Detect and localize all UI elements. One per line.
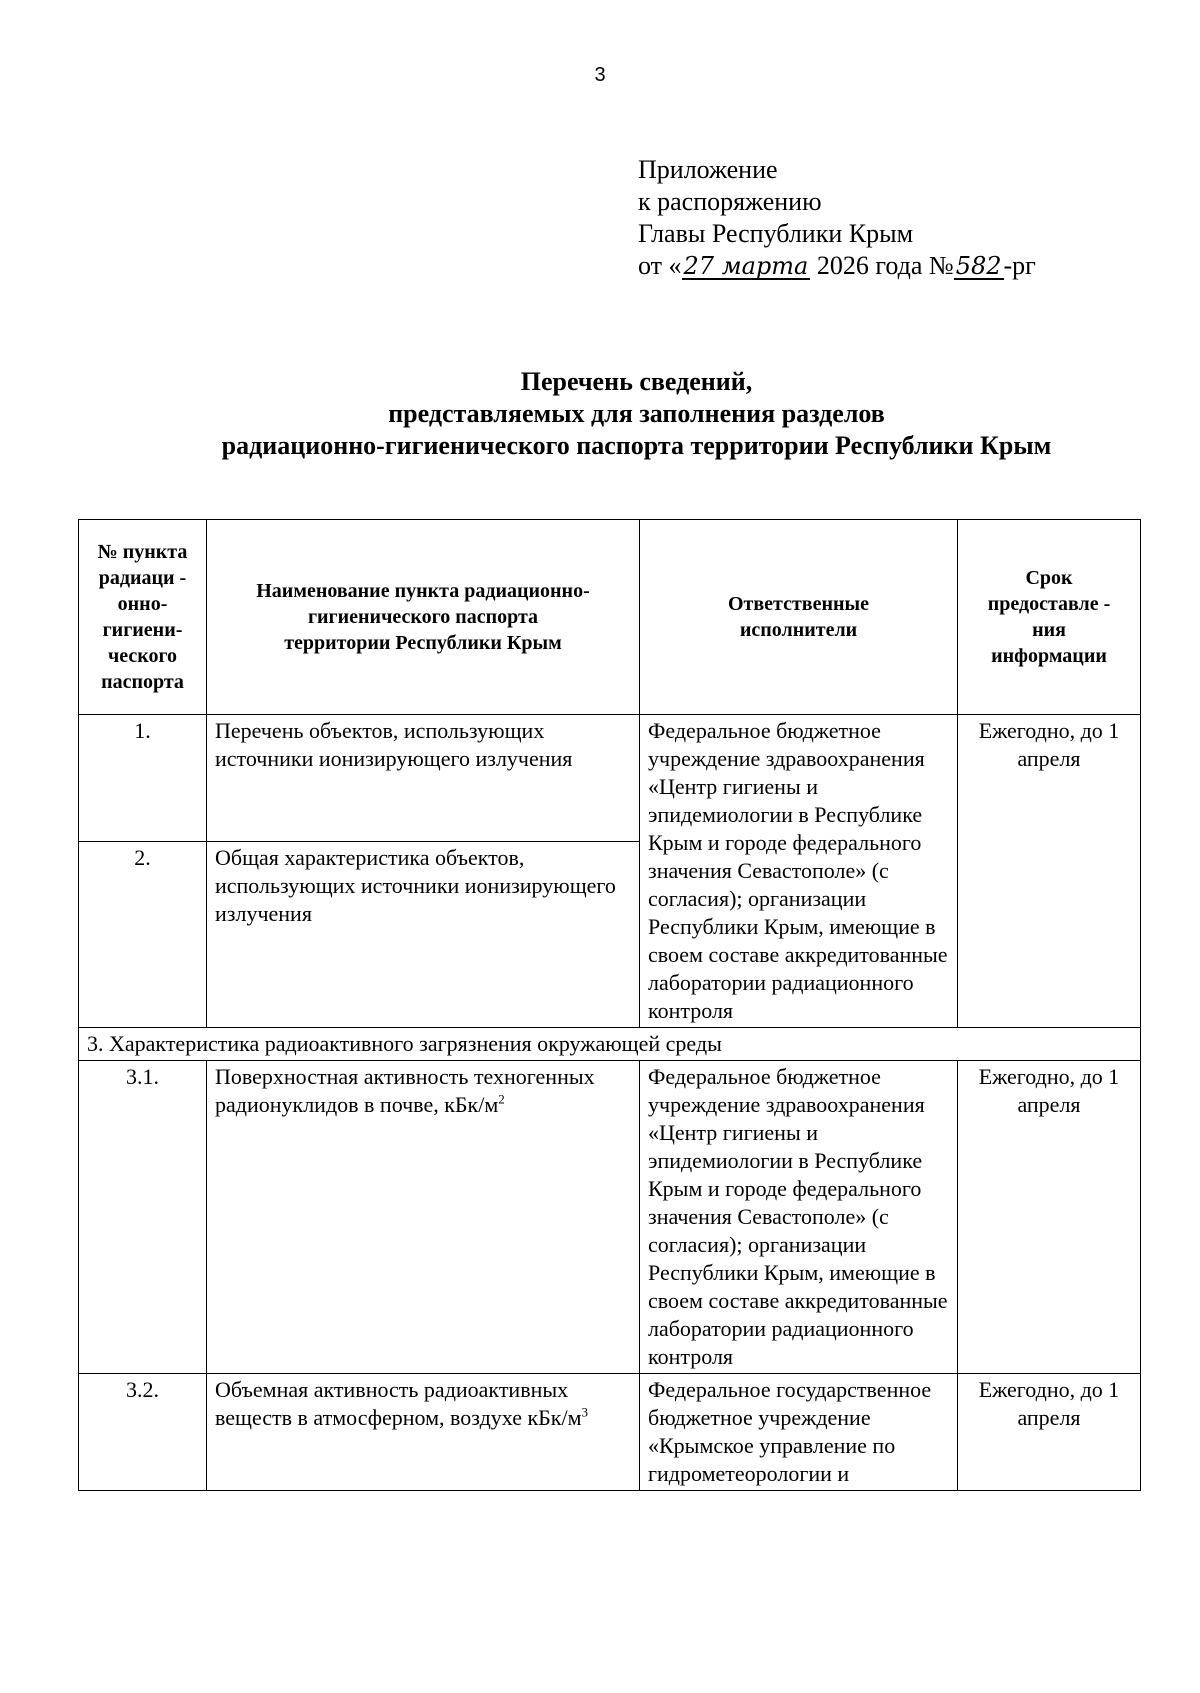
handwritten-date: 27 марта xyxy=(683,252,809,280)
header-term: Срок предоставле - ния информации xyxy=(958,520,1141,715)
number-suffix: -рг xyxy=(1003,251,1036,280)
row-term: Ежегодно, до 1 апреля xyxy=(958,715,1141,1028)
row-executors: Федеральное государственное бюджетное учреждение «Крымское управление по гидрометеорологии и xyxy=(640,1374,958,1491)
row-executors: Федеральное бюджетное учреждение здравоохранения «Центр гигиены и эпидемиологии в Республике Крым и городе федерального значения Севастополе» (с согласия); организации Республики Крым, имеющие в своем составе аккредитованные лаборатории радиационного контроля xyxy=(640,1061,958,1374)
row-name: Общая характеристика объектов, использующих источники ионизирующего излучения xyxy=(207,842,640,1028)
title-line: радиационно-гигиенического паспорта территории Республики Крым xyxy=(221,431,1052,460)
row-term: Ежегодно, до 1 апреля xyxy=(958,1061,1141,1374)
appendix-line: Приложение xyxy=(638,155,778,184)
header-item-number: № пункта радиаци - онно- гигиени- ческого паспорта xyxy=(79,520,207,715)
table-row xyxy=(79,715,1141,842)
title-line: представляемых для заполнения разделов xyxy=(388,399,885,428)
row-name: Перечень объектов, использующих источники ионизирующего излучения xyxy=(207,715,640,842)
title-line: Перечень сведений, xyxy=(520,367,753,396)
section-row xyxy=(79,1028,1141,1061)
row-name: Поверхностная активность техногенных радионуклидов в почве, кБк/$м^2$ xyxy=(207,1061,640,1374)
row-number: 2. xyxy=(79,842,207,1028)
row-number: 3.2. xyxy=(79,1374,207,1491)
table-header-row xyxy=(79,520,1141,715)
appendix-date-line xyxy=(638,250,1036,282)
row-number: 3.1. xyxy=(79,1061,207,1374)
appendix-block xyxy=(638,154,1036,282)
row-executors: Федеральное бюджетное учреждение здравоохранения «Центр гигиены и эпидемиологии в Республике Крым и городе федерального значения Севастополе» (с согласия); организации Республики Крым, имеющие в своем составе аккредитованные лаборатории радиационного контроля xyxy=(640,715,958,1028)
row-name: Объемная активность радиоактивных веществ в атмосферном, воздухе кБк/$м^3$ xyxy=(207,1374,640,1491)
section-title: 3. Характеристика радиоактивного загрязнения окружающей среды xyxy=(79,1028,1141,1061)
appendix-line: к распоряжению xyxy=(638,187,822,216)
document-title xyxy=(0,366,1200,462)
page-number: 3 xyxy=(594,64,606,86)
handwritten-number: 582 xyxy=(955,252,1002,280)
header-item-name: Наименование пункта радиационно- гигиенического паспорта территории Республики Крым xyxy=(207,520,640,715)
appendix-line: Главы Республики Крым xyxy=(638,219,914,248)
date-year: 2026 года № xyxy=(816,251,954,280)
data-table xyxy=(78,519,1141,1491)
row-number: 1. xyxy=(79,715,207,842)
row-term: Ежегодно, до 1 апреля xyxy=(958,1374,1141,1491)
table-row xyxy=(79,1061,1141,1374)
header-executors: Ответственные исполнители xyxy=(640,520,958,715)
table-row xyxy=(79,1374,1141,1491)
date-prefix: от « xyxy=(638,251,682,280)
